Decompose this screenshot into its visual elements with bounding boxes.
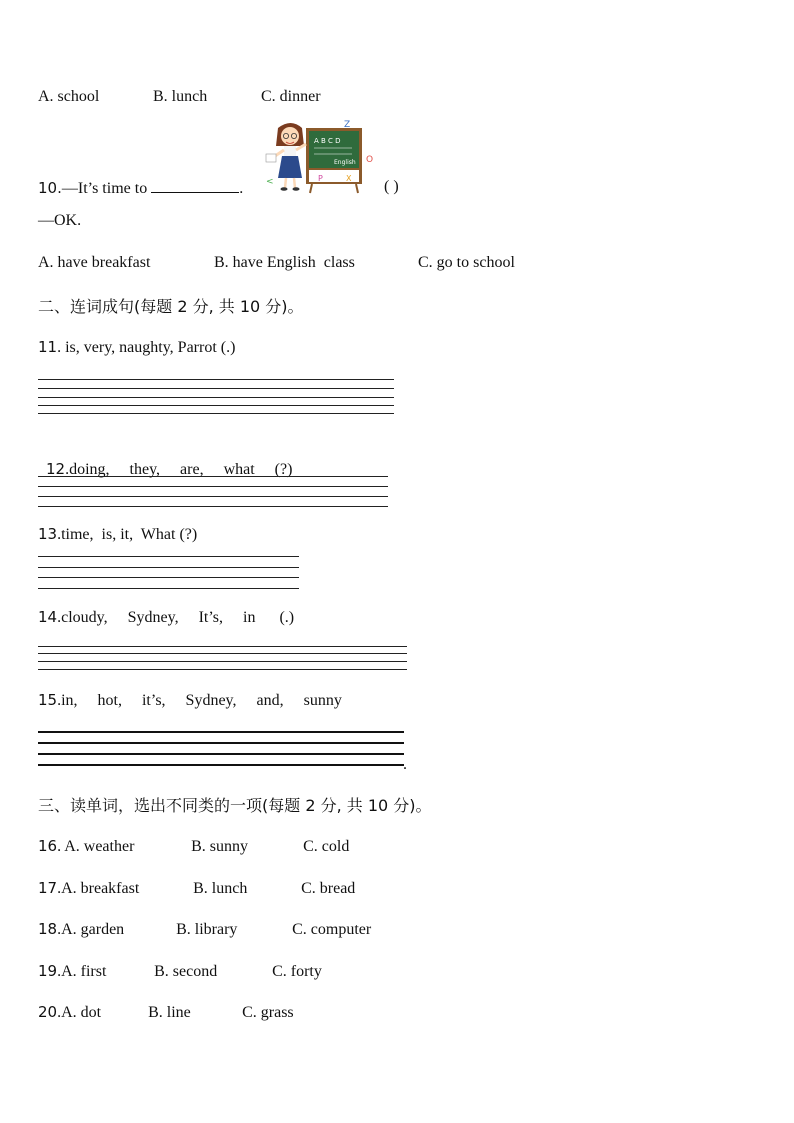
q17-option-a: .A. breakfast <box>57 880 140 897</box>
q10-dash: — <box>61 180 78 197</box>
q13-prompt <box>38 525 197 544</box>
q18-option-a: .A. garden <box>57 921 125 938</box>
q15-number: 15 <box>38 691 58 709</box>
q14-number: 14 <box>38 608 58 626</box>
q13-words: .time, is, it, What (?) <box>57 526 198 543</box>
writing-line <box>38 588 299 589</box>
svg-text:<: < <box>266 177 274 187</box>
q9-options <box>38 88 321 106</box>
q15-end-period: . <box>403 756 407 773</box>
writing-line <box>38 379 394 380</box>
writing-line <box>38 413 394 414</box>
letter-o: O <box>366 155 374 165</box>
section2-title: 二、连词成句(每题 2 分, 共 10 分)。 <box>38 297 304 316</box>
q12-prompt <box>38 442 292 479</box>
q10-question <box>38 178 243 198</box>
q10-number: 10. <box>38 179 62 197</box>
writing-line <box>38 496 388 497</box>
writing-line <box>38 742 404 744</box>
q13-number: 13 <box>38 525 58 543</box>
board-english-text: English <box>334 159 356 166</box>
q20-number: 20 <box>38 1003 58 1021</box>
writing-line <box>38 397 394 398</box>
q10-option-b: B. have English class <box>214 254 355 271</box>
q20-option-c: C. grass <box>242 1004 294 1021</box>
writing-line <box>38 556 299 557</box>
q9-option-a: A. school <box>38 88 100 105</box>
writing-line <box>38 731 404 733</box>
q12-words: .doing, they, are, what (?) <box>65 461 293 478</box>
q16-number: 16 <box>38 837 58 855</box>
writing-line <box>38 653 407 654</box>
q9-option-c: C. dinner <box>261 88 321 105</box>
letter-z: Z <box>344 120 351 130</box>
q10-answer-blank[interactable] <box>151 178 239 193</box>
teacher-blackboard-illustration <box>262 118 380 194</box>
q18-option-b: B. library <box>176 921 238 938</box>
q16-option-b: B. sunny <box>191 838 248 855</box>
q19-number: 19 <box>38 962 58 980</box>
q14-words: .cloudy, Sydney, It’s, in (.) <box>57 609 295 626</box>
q20-option-a: .A. dot <box>57 1004 102 1021</box>
writing-line <box>38 405 394 406</box>
section3-title: 三、读单词，选出不同类的一项(每题 2 分, 共 10 分)。 <box>38 796 432 815</box>
letter-p: P <box>318 174 323 183</box>
q15-words: .in, hot, it’s, Sydney, and, sunny <box>57 692 342 709</box>
q19-option-a: .A. first <box>57 963 107 980</box>
q10-response: —OK. <box>38 212 82 229</box>
writing-line <box>38 753 404 755</box>
q19-option-b: B. second <box>154 963 218 980</box>
q18-option-c: C. computer <box>292 921 372 938</box>
q15-prompt <box>38 691 342 710</box>
q17-row <box>38 879 355 898</box>
q16-row <box>38 837 349 856</box>
writing-line <box>38 577 299 578</box>
q12-number: 12 <box>46 460 66 478</box>
q17-option-c: C. bread <box>301 880 356 897</box>
q10-text: It’s time to <box>77 180 148 197</box>
board-abcd-text: A B C D <box>314 137 341 145</box>
writing-line <box>38 646 407 647</box>
q11-number: 11 <box>38 338 58 356</box>
q16-option-c: C. cold <box>303 838 350 855</box>
q17-number: 17 <box>38 879 58 897</box>
q19-option-c: C. forty <box>272 963 322 980</box>
q20-row <box>38 1003 294 1022</box>
q10-option-c: C. go to school <box>418 254 515 271</box>
q19-row <box>38 962 322 981</box>
writing-line <box>38 669 407 670</box>
q16-option-a: . A. weather <box>57 838 135 855</box>
writing-line <box>38 567 299 568</box>
writing-line <box>38 476 388 477</box>
writing-line <box>38 661 407 662</box>
letter-x: X <box>346 174 352 183</box>
writing-line <box>38 486 388 487</box>
q18-row <box>38 920 371 939</box>
q17-option-b: B. lunch <box>193 880 248 897</box>
q10-answer-bracket[interactable]: ( ) <box>384 178 399 195</box>
writing-line <box>38 388 394 389</box>
q11-words: . is, very, naughty, Parrot (.) <box>57 339 236 356</box>
q14-prompt <box>38 608 294 627</box>
q10-option-a: A. have breakfast <box>38 254 151 271</box>
q20-option-b: B. line <box>148 1004 191 1021</box>
q10-options <box>38 254 515 272</box>
writing-line <box>38 506 388 507</box>
q18-number: 18 <box>38 920 58 938</box>
q10-period: . <box>239 180 244 197</box>
q9-option-b: B. lunch <box>153 88 208 105</box>
writing-line <box>38 764 404 766</box>
q11-prompt <box>38 338 235 357</box>
